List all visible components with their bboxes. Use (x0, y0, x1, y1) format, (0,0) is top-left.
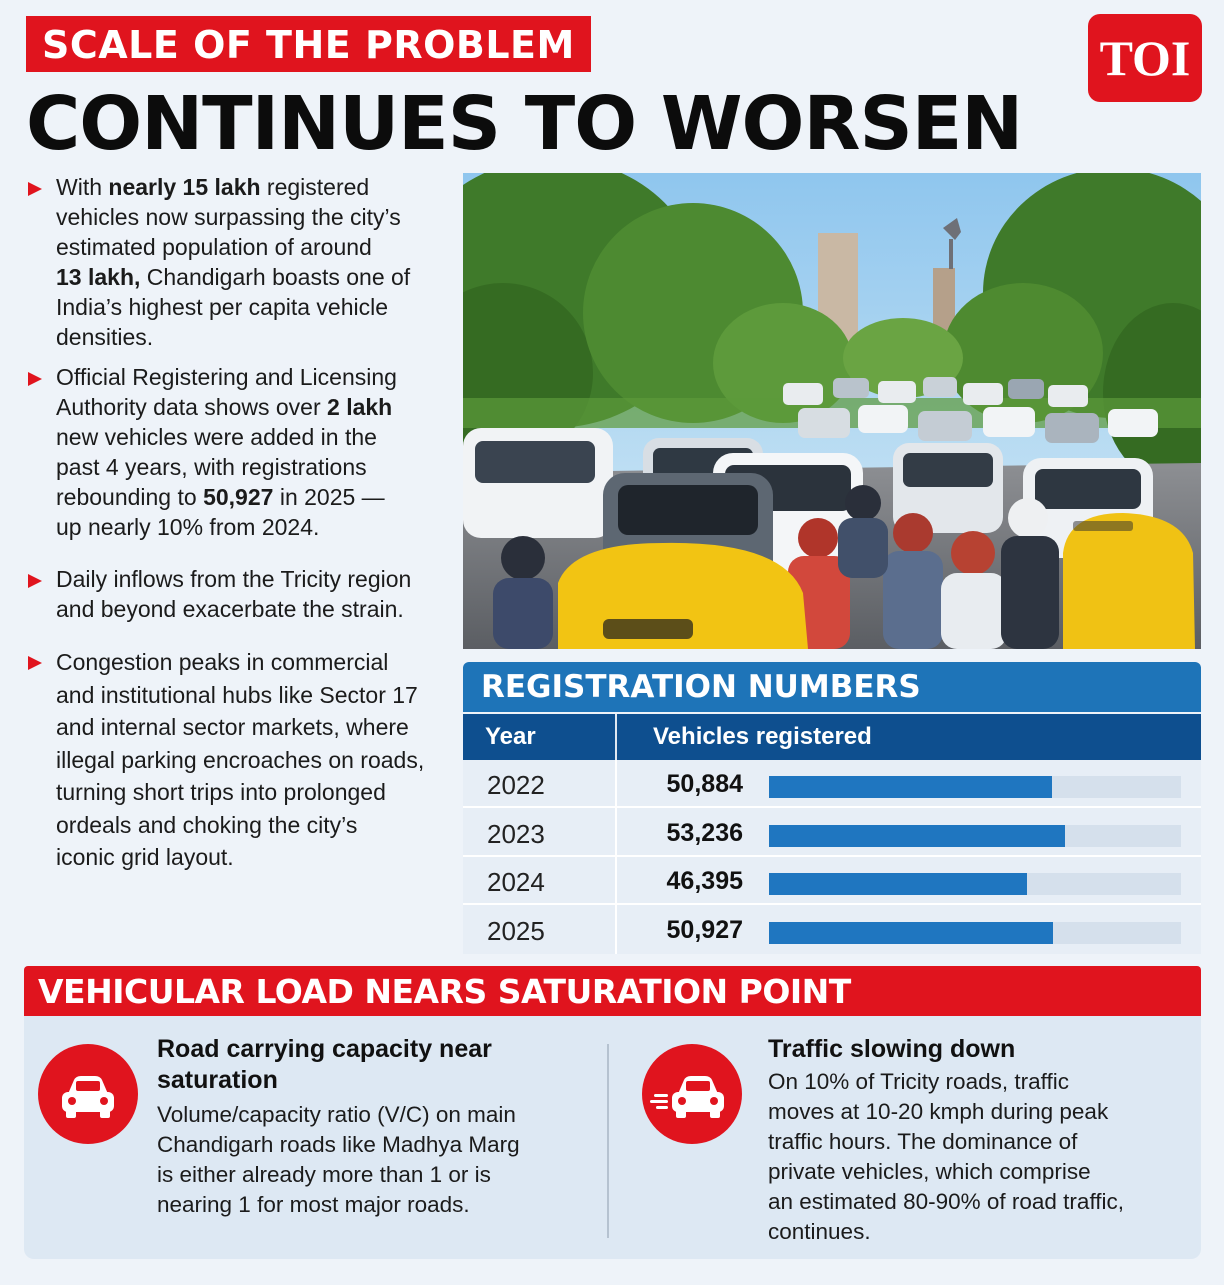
fast-car-icon (642, 1044, 742, 1144)
text: Official Registering and Licensing (56, 364, 397, 390)
text: up nearly 10% from 2024. (56, 514, 320, 540)
bullet-line (56, 172, 410, 202)
bullet-tricity-inflows (26, 564, 411, 624)
text-line: Chandigarh roads like Madhya Marg (157, 1132, 520, 1157)
heading-line: Traffic slowing down (768, 1035, 1016, 1063)
bullet-line (56, 512, 397, 542)
text-line: Volume/capacity ratio (V/C) on main (157, 1102, 516, 1127)
text: iconic grid layout. (56, 844, 234, 870)
bullet-line (56, 422, 397, 452)
text: new vehicles were added in the (56, 424, 377, 450)
text-line: an estimated 80-90% of road traffic, (768, 1189, 1125, 1214)
bullet-line (56, 679, 424, 712)
text: With (56, 174, 109, 200)
text-line: On 10% of Tricity roads, traffic (768, 1069, 1069, 1094)
bullet-vehicle-density (26, 172, 410, 352)
text-line: nearing 1 for most major roads. (157, 1192, 470, 1217)
saturation-title: VEHICULAR LOAD NEARS SATURATION POINT (24, 966, 1201, 1016)
traffic-heading (768, 1034, 1015, 1065)
bullet-line (56, 202, 410, 232)
text: and internal sector markets, where (56, 714, 409, 740)
bullet-line (56, 262, 410, 292)
traffic-photo (463, 173, 1201, 649)
text: past 4 years, with registrations (56, 454, 367, 480)
year-cell: 2022 (487, 770, 545, 800)
column-divider (615, 714, 617, 760)
table-row (463, 809, 1201, 857)
text: ordeals and choking the city’s (56, 811, 358, 838)
text: rebounding to (56, 484, 204, 510)
toi-logo: TOI (1088, 14, 1202, 102)
capacity-heading (157, 1034, 492, 1096)
text: estimated population of around (56, 234, 372, 260)
table-row (463, 857, 1201, 905)
car-icon (38, 1044, 138, 1144)
capacity-text (157, 1100, 520, 1220)
text: India’s highest per capita vehicle (56, 294, 389, 320)
text: and beyond exacerbate the strain. (56, 596, 404, 622)
table-row (463, 760, 1201, 808)
text: turning short trips into prolonged (56, 779, 386, 805)
count-cell: 50,927 (666, 915, 743, 944)
bold-text: 13 lakh, (56, 264, 141, 290)
text: vehicles now surpassing the city’s (56, 204, 401, 230)
bullet-line (56, 809, 424, 842)
registration-title: REGISTRATION NUMBERS (463, 662, 1201, 712)
bullet-line (56, 362, 397, 392)
text: Chandigarh boasts one of (140, 264, 411, 290)
bullet-line (56, 841, 424, 874)
column-header-vehicles: Vehicles registered (653, 723, 872, 750)
bar-fill (769, 922, 1053, 944)
traffic-text (768, 1067, 1124, 1247)
bullet-congestion-peaks (26, 646, 424, 874)
text-line: traffic hours. The dominance of (768, 1129, 1078, 1154)
bullet-line (56, 744, 424, 777)
bar-track (769, 922, 1181, 944)
registration-header-row (463, 714, 1201, 760)
text: Daily inflows from the Tricity region (56, 566, 412, 592)
bar-fill (769, 825, 1065, 847)
bar-fill (769, 776, 1052, 798)
bullet-line (56, 292, 410, 322)
text-line: moves at 10-20 kmph during peak (768, 1099, 1109, 1124)
year-cell: 2023 (487, 818, 545, 849)
bullet-line (56, 776, 424, 809)
text: Congestion peaks in commercial (56, 649, 389, 675)
text: Authority data shows over (56, 394, 328, 420)
text: densities. (56, 324, 154, 350)
saturation-panel (24, 1016, 1201, 1259)
bold-text: 50,927 (203, 484, 274, 510)
bold-text: nearly 15 lakh (108, 174, 261, 200)
text: and institutional hubs like Sector 17 (56, 681, 418, 708)
text: illegal parking encroaches on roads, (56, 746, 425, 773)
table-row (463, 906, 1201, 954)
bullet-line (56, 482, 397, 512)
bullet-line (56, 711, 424, 744)
year-cell: 2024 (487, 867, 545, 897)
year-cell: 2025 (487, 915, 545, 946)
bar-track (769, 873, 1181, 895)
bullet-line (56, 392, 397, 422)
kicker-label: SCALE OF THE PROBLEM (26, 16, 591, 72)
bar-track (769, 825, 1181, 847)
bullet-line (56, 232, 410, 262)
column-header-year: Year (485, 723, 536, 750)
column-divider (607, 1044, 609, 1238)
text-line: is either already more than 1 or is (157, 1162, 491, 1187)
text: in 2025 — (273, 484, 385, 510)
bullet-line (56, 594, 411, 624)
count-cell: 46,395 (666, 867, 743, 895)
bold-text: 2 lakh (327, 394, 393, 420)
headline: CONTINUES TO WORSEN (26, 81, 1023, 167)
bullet-line (56, 646, 424, 679)
heading-line: Road carrying capacity near (157, 1035, 492, 1063)
heading-line: saturation (157, 1066, 278, 1094)
count-cell: 50,884 (666, 770, 743, 798)
bullet-registration-data (26, 362, 397, 542)
text-line: continues. (768, 1219, 871, 1244)
bullet-line (56, 564, 411, 594)
bar-track (769, 776, 1181, 798)
bar-fill (769, 873, 1027, 895)
text-line: private vehicles, which comprise (768, 1159, 1091, 1184)
text: registered (260, 174, 370, 200)
bullet-line (56, 452, 397, 482)
registration-table-body (463, 760, 1201, 954)
bullet-line (56, 322, 410, 352)
count-cell: 53,236 (666, 818, 743, 847)
